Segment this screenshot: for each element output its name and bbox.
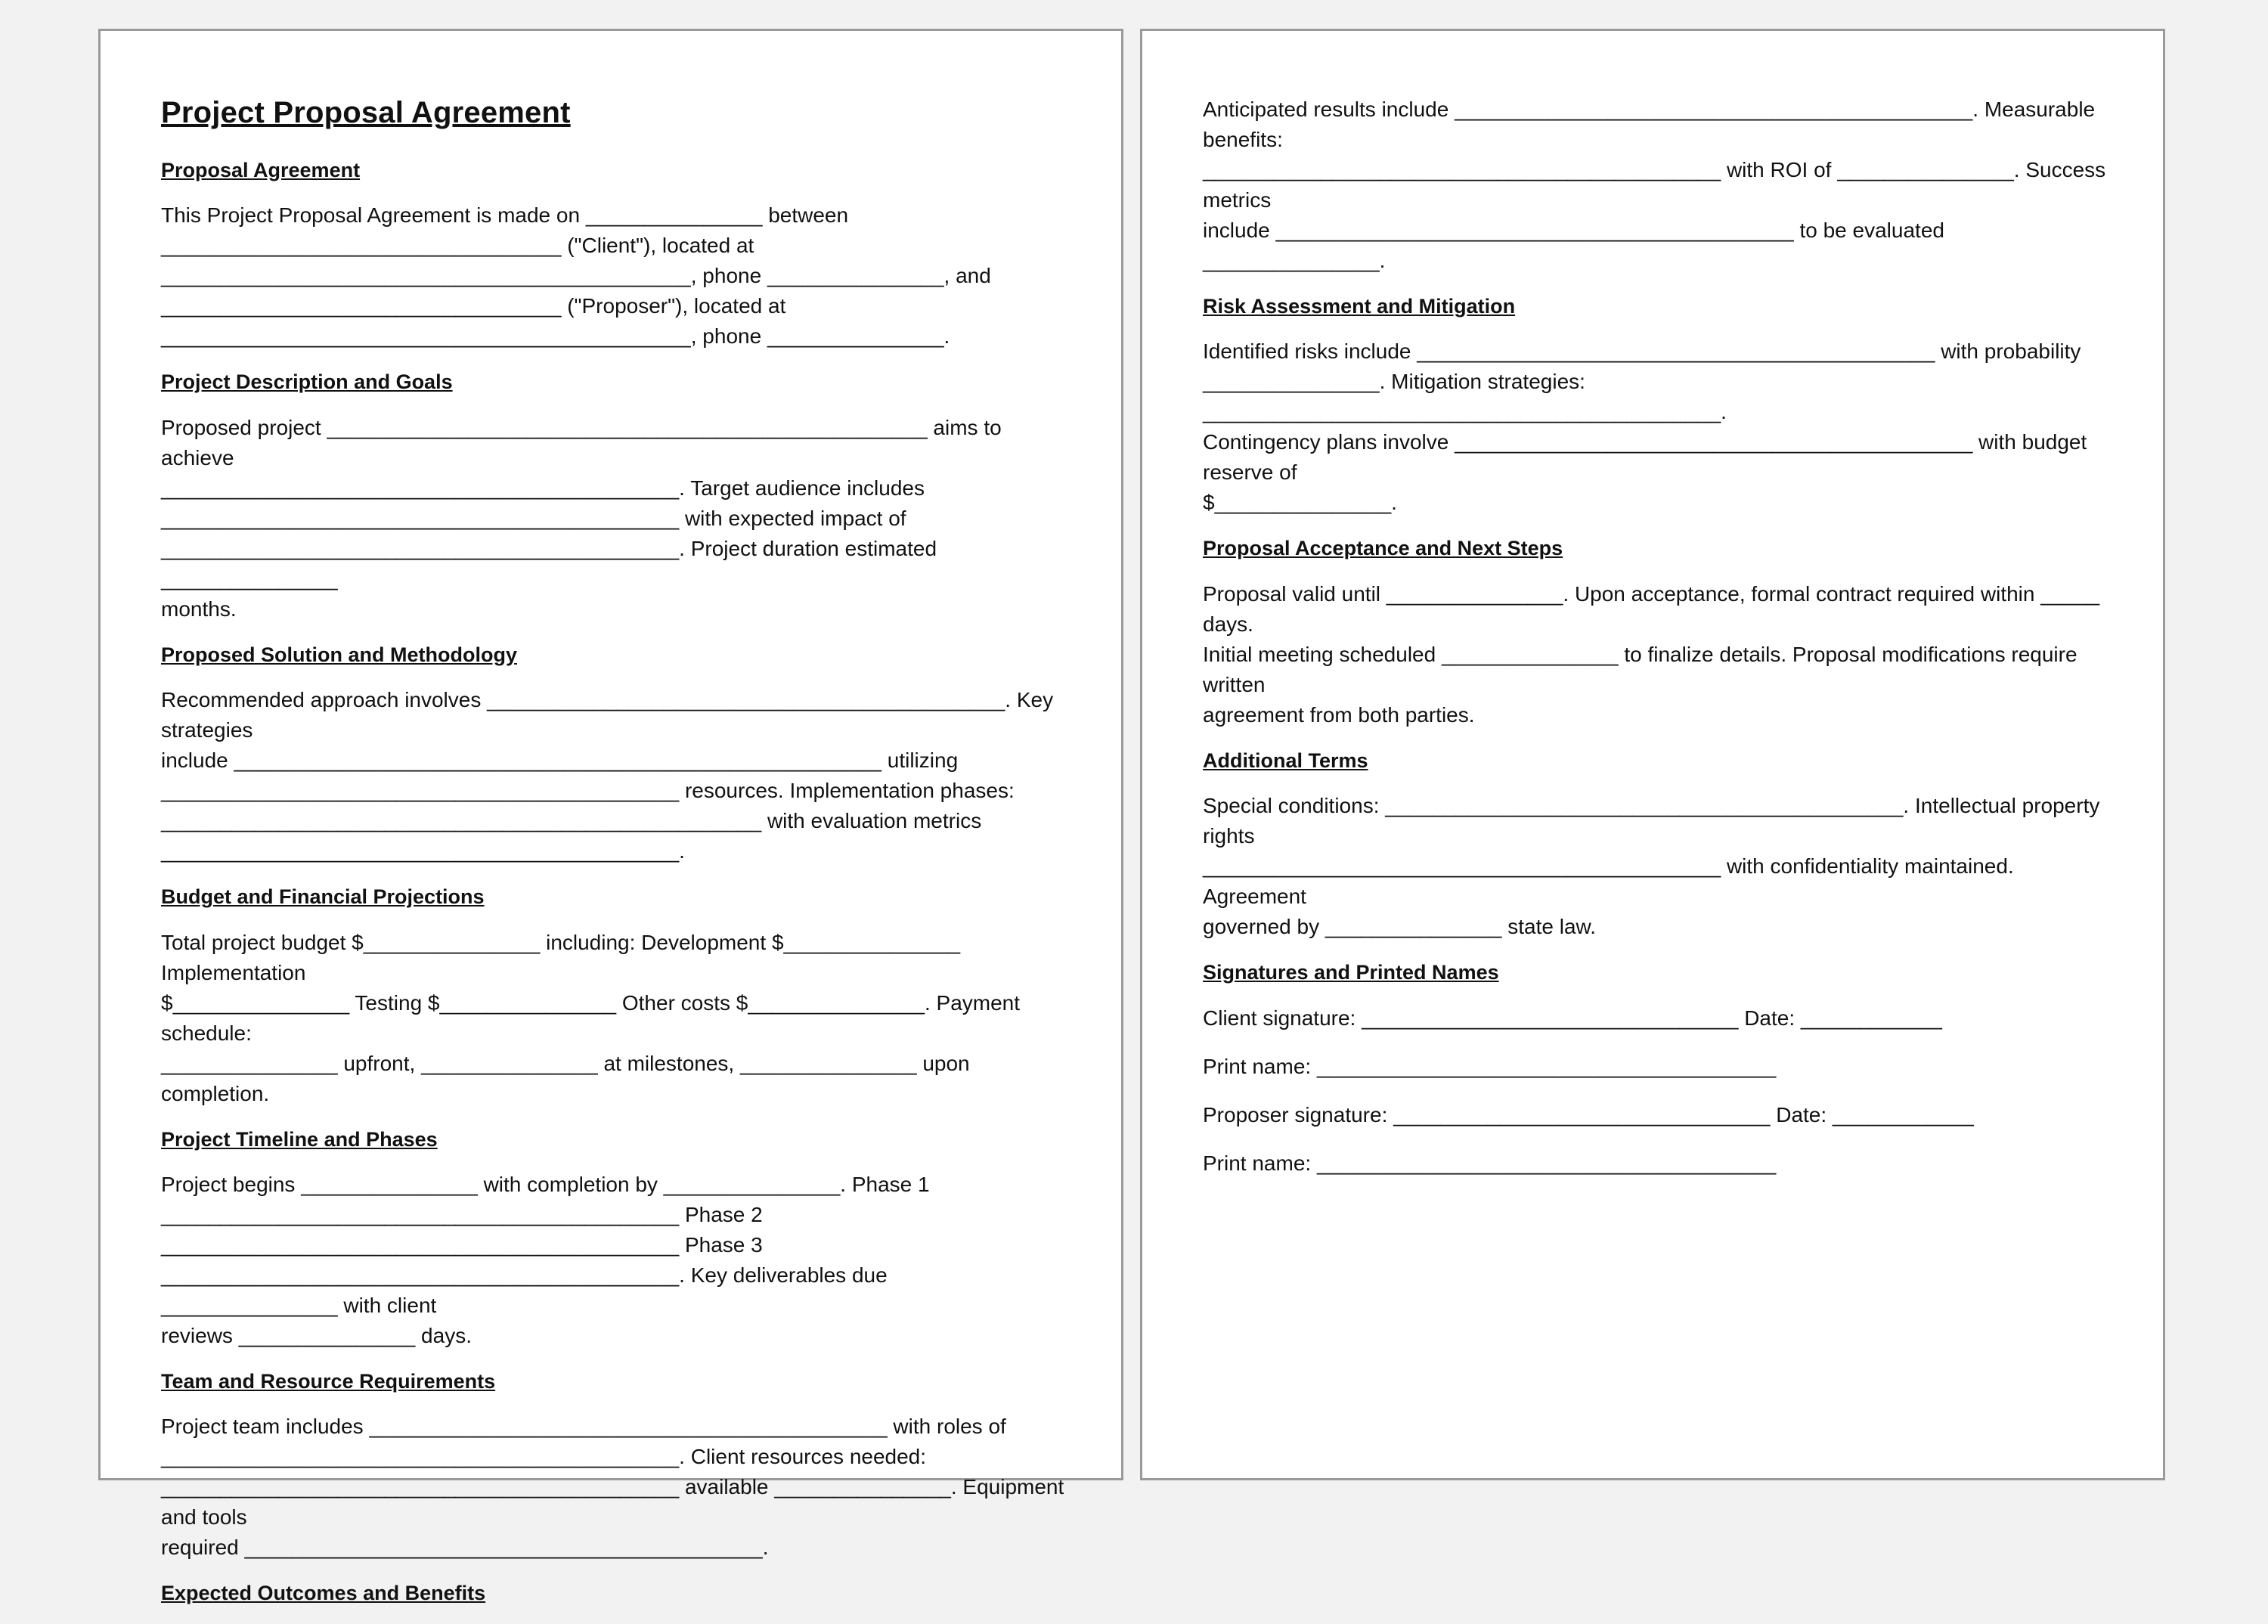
section-heading-budget: Budget and Financial Projections <box>161 885 485 909</box>
section-heading-team-resources: Team and Resource Requirements <box>161 1369 496 1393</box>
section-heading-proposal-agreement: Proposal Agreement <box>161 159 361 181</box>
proposer-print-name-line: Print name: _______________________________________ <box>1203 1151 1777 1175</box>
page-2-content <box>1203 95 2110 1197</box>
document-page-1 <box>98 29 1123 1605</box>
proposed-solution-text: Recommended approach involves ____________________________________________. Key strategies include _______________________________________________________ utilizing ____________________________________________ resources. Implementation phases: ___________________________________________________ with evaluation metrics ____________________________________________. <box>161 688 1054 863</box>
section-heading-proposed-solution: Proposed Solution and Methodology <box>161 643 517 666</box>
document-title: Project Proposal Agreement <box>161 96 571 129</box>
client-print-name-line: Print name: _______________________________________ <box>1203 1054 1777 1078</box>
budget-text: Total project budget $_______________ including: Development $_______________ Implementation $_______________ Testing $_______________ Other costs $_______________. Payment schedule: _______________ upfront, _______________ at milestones, _______________ upon completion. <box>161 930 1021 1105</box>
section-heading-additional-terms: Additional Terms <box>1203 748 1368 772</box>
team-resources-text: Project team includes ____________________________________________ with roles of ____________________________________________. Client resources needed: ____________________________________________ available _______________. Equipment and tools required ____________________________________________. <box>161 1415 1064 1560</box>
section-heading-acceptance: Proposal Acceptance and Next Steps <box>1203 537 1563 560</box>
timeline-text: Project begins _______________ with completion by _______________. Phase 1 ____________________________________________ Phase 2 ____________________________________________ Phase 3 ____________________________________________. Key deliverables due _______________ with client reviews _______________ days. <box>161 1172 930 1347</box>
acceptance-text: Proposal valid until _______________. Upon acceptance, formal contract required within _____ days. Initial meeting scheduled _______________ to finalize details. Proposal modifications require written agreement from both parties. <box>1203 581 2100 727</box>
client-signature-line: Client signature: ________________________________ Date: ____________ <box>1203 1006 1942 1030</box>
page-1-content <box>161 95 1068 1624</box>
section-heading-expected-outcomes: Expected Outcomes and Benefits <box>161 1582 486 1605</box>
section-heading-risk-assessment: Risk Assessment and Mitigation <box>1203 295 1516 318</box>
additional-terms-text: Special conditions: ____________________________________________. Intellectual property rights ____________________________________________ with confidentiality maintained. Agreement governed by _______________ state law. <box>1203 794 2100 939</box>
section-heading-signatures: Signatures and Printed Names <box>1203 961 1499 984</box>
proposal-agreement-text: This Project Proposal Agreement is made on _______________ between __________________________________ ("Client"), located at _____________________________________________, phone _______________, and __________________________________ ("Proposer"), located at _____________________________________________, phone _______________. <box>161 203 991 349</box>
document-page-2 <box>1140 29 2165 1480</box>
project-description-text: Proposed project ___________________________________________________ aims to achieve ____________________________________________. Target audience includes ____________________________________________ with expected impact of ____________________________________________. Project duration estimated _______________ months. <box>161 415 1002 621</box>
section-heading-project-description: Project Description and Goals <box>161 370 453 394</box>
expected-outcomes-text: Anticipated results include ____________________________________________. Measurable benefits: ____________________________________________ with ROI of _______________. Success metrics include ____________________________________________ to be evaluated _______________. <box>1203 98 2106 272</box>
section-heading-timeline: Project Timeline and Phases <box>161 1127 438 1151</box>
proposer-signature-line: Proposer signature: ________________________________ Date: ____________ <box>1203 1102 1974 1127</box>
risk-assessment-text: Identified risks include ____________________________________________ with probability _______________. Mitigation strategies: ____________________________________________. Contingency plans involve ____________________________________________ with budget reserve of $_______________. <box>1203 339 2087 515</box>
